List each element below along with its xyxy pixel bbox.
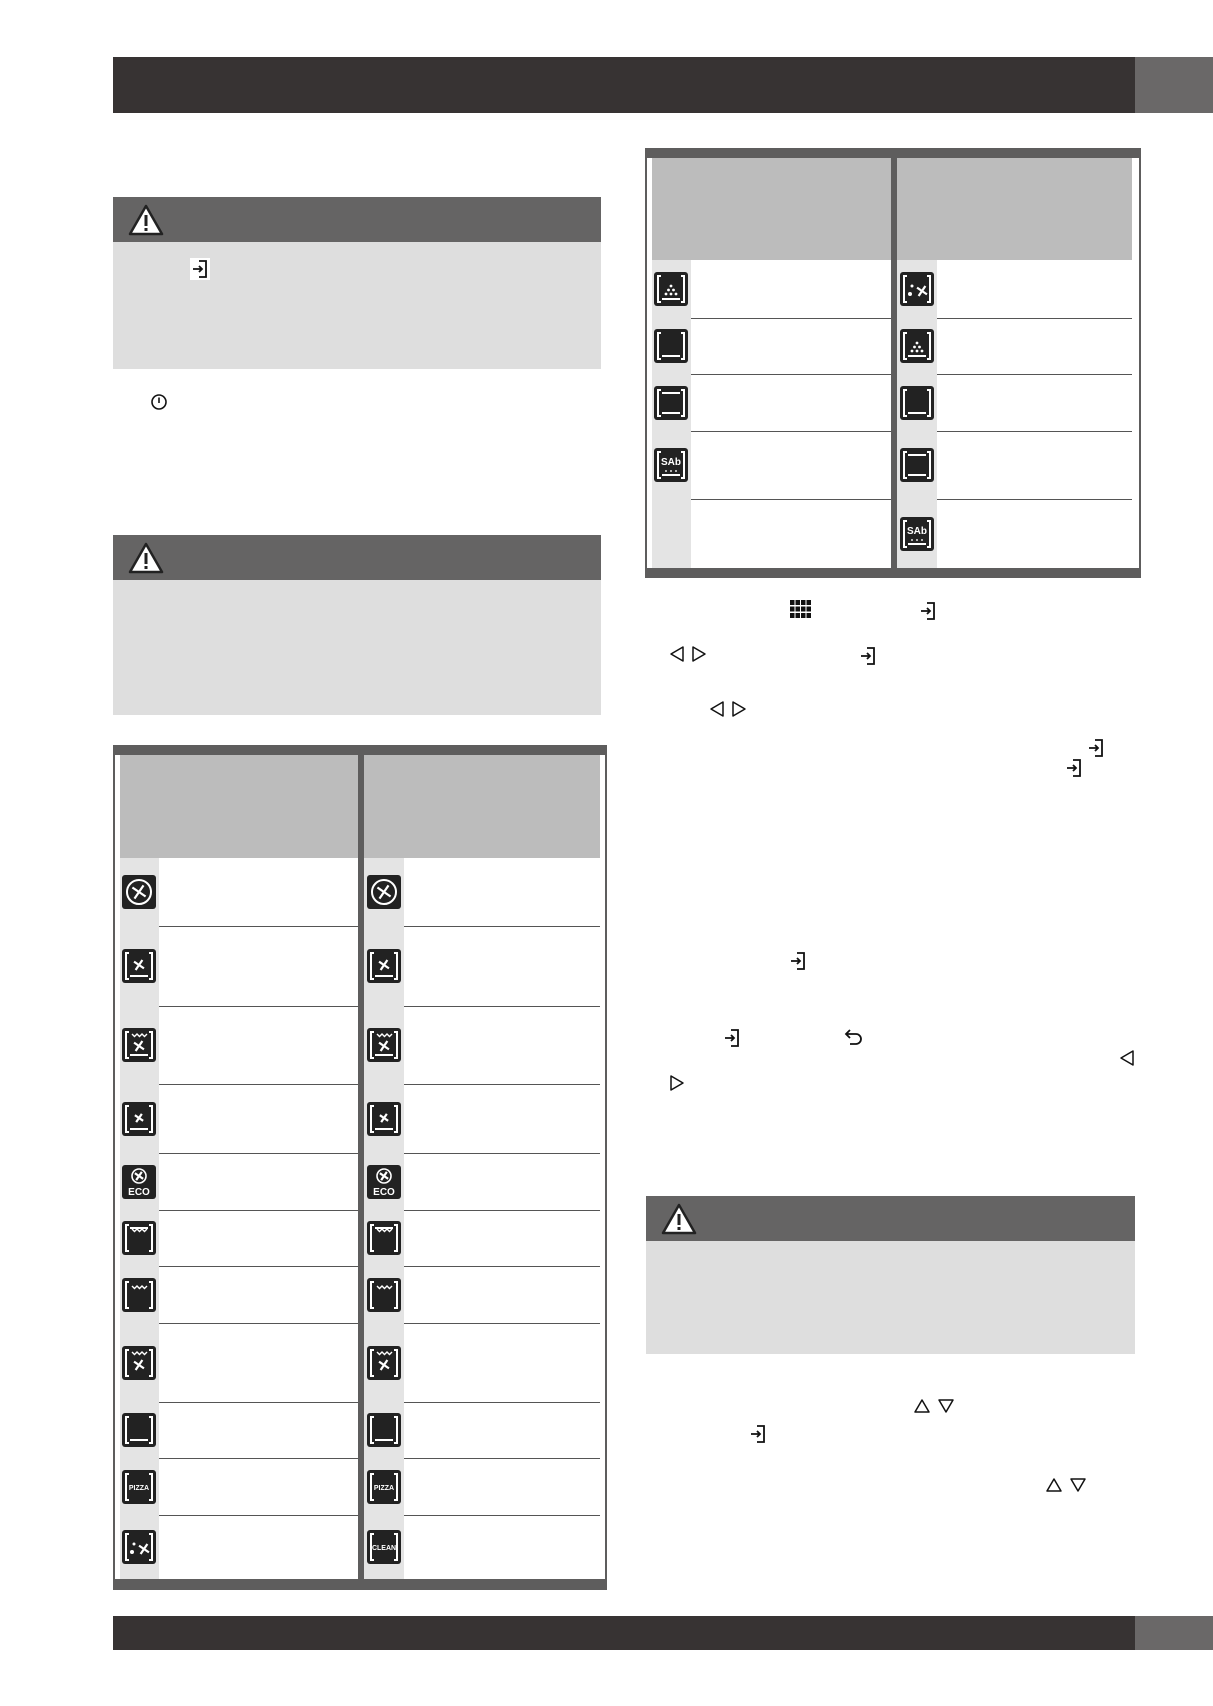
grill-fan-icon [367, 1346, 401, 1380]
pizza-icon [122, 1470, 156, 1504]
oven-functions-table-right [645, 148, 1141, 578]
fan-bottom-heat-icon [367, 949, 401, 983]
svg-text:ECO: ECO [373, 1186, 395, 1198]
clean-icon [367, 1530, 401, 1564]
table-row-divider [691, 431, 891, 432]
fan-top-bottom-heat-icon [122, 1028, 156, 1062]
power-icon [150, 393, 168, 411]
table-row-divider [404, 1210, 600, 1211]
table-row-divider [937, 318, 1132, 319]
oven-functions-table-left [113, 745, 607, 1590]
bottom-heat-icon [654, 329, 688, 363]
fan-small-icon [122, 1102, 156, 1136]
table-row-divider [159, 1458, 358, 1459]
footer-tab [1135, 1616, 1213, 1650]
top-bottom-heat-icon [654, 386, 688, 420]
table-header-cell [364, 755, 600, 858]
confirm-enter-icon [722, 1027, 742, 1049]
bottom-heat-icon [122, 1413, 156, 1447]
table-row-divider [159, 1153, 358, 1154]
table-row-divider [159, 1515, 358, 1516]
steam-icon [654, 272, 688, 306]
warning-triangle-icon [128, 542, 164, 574]
arrow-right-icon [668, 1074, 686, 1092]
arrow-up-icon [913, 1397, 931, 1415]
warning-box-3 [646, 1196, 1135, 1354]
table-row-divider [404, 926, 600, 927]
table-row-divider [404, 1266, 600, 1267]
warning-header-2 [113, 535, 601, 580]
steam-icon [900, 329, 934, 363]
confirm-enter-icon [1086, 737, 1106, 759]
warning-triangle-icon [661, 1203, 697, 1235]
sabbath-icon [900, 517, 934, 551]
table-row-divider [159, 1323, 358, 1324]
bottom-heat-icon [900, 386, 934, 420]
warning-header-1 [113, 197, 601, 242]
warning-header-3 [646, 1196, 1135, 1241]
header-bar [113, 57, 1135, 113]
arrow-right-icon [730, 700, 748, 718]
grill-icon [122, 1278, 156, 1312]
fan-top-bottom-heat-icon [367, 1028, 401, 1062]
table-row-divider [937, 499, 1132, 500]
top-heat-icon [122, 1221, 156, 1255]
defrost-icon [122, 1530, 156, 1564]
confirm-enter-icon [1064, 757, 1084, 779]
footer-bar [113, 1616, 1135, 1650]
back-icon [842, 1027, 864, 1047]
confirm-enter-icon [190, 258, 210, 280]
table-row-divider [159, 926, 358, 927]
confirm-enter-icon [918, 600, 938, 622]
top-heat-icon [367, 1221, 401, 1255]
table-row-divider [937, 374, 1132, 375]
svg-text:PIZZA: PIZZA [128, 1484, 150, 1492]
fan-circle-icon [122, 875, 156, 909]
top-bottom-heat-icon [900, 448, 934, 482]
fan-bottom-heat-icon [122, 949, 156, 983]
table-row-divider [159, 1210, 358, 1211]
table-row-divider [691, 318, 891, 319]
arrow-down-icon [1069, 1476, 1087, 1494]
warning-triangle-icon [128, 204, 164, 236]
svg-text:PIZZA: PIZZA [373, 1484, 395, 1492]
arrow-left-icon [1118, 1049, 1136, 1067]
table-row-divider [159, 1266, 358, 1267]
table-row-divider [404, 1006, 600, 1007]
pizza-icon [367, 1470, 401, 1504]
arrow-up-icon [1045, 1476, 1063, 1494]
table-header-cell [652, 158, 891, 260]
table-header-cell [897, 158, 1132, 260]
table-row-divider [159, 1084, 358, 1085]
confirm-enter-icon [858, 645, 878, 667]
table-row-divider [404, 1402, 600, 1403]
confirm-enter-icon [748, 1423, 768, 1445]
defrost-icon [900, 272, 934, 306]
table-row-divider [404, 1458, 600, 1459]
warning-box-2 [113, 535, 601, 715]
table-row-divider [404, 1323, 600, 1324]
svg-text:ECO: ECO [128, 1186, 150, 1198]
svg-text:SAb: SAb [661, 457, 681, 468]
warning-box-1 [113, 197, 601, 369]
grill-fan-icon [122, 1346, 156, 1380]
menu-grid-icon [790, 600, 812, 620]
sabbath-icon [654, 448, 688, 482]
table-row-divider [404, 1153, 600, 1154]
arrow-left-icon [668, 645, 686, 663]
table-row-divider [691, 499, 891, 500]
table-row-divider [404, 1515, 600, 1516]
table-header-cell [120, 755, 359, 858]
header-tab [1135, 57, 1213, 113]
table-row-divider [691, 374, 891, 375]
fan-circle-icon [367, 875, 401, 909]
table-row-divider [159, 1402, 358, 1403]
arrow-down-icon [937, 1397, 955, 1415]
table-row-divider [937, 431, 1132, 432]
table-row-divider [404, 1084, 600, 1085]
svg-text:SAb: SAb [907, 525, 927, 537]
arrow-left-icon [708, 700, 726, 718]
table-row-divider [159, 1006, 358, 1007]
eco-fan-icon [122, 1165, 156, 1199]
svg-text:CLEAN: CLEAN [371, 1545, 397, 1552]
eco-fan-icon [367, 1165, 401, 1199]
fan-small-icon [367, 1102, 401, 1136]
bottom-heat-icon [367, 1413, 401, 1447]
grill-icon [367, 1278, 401, 1312]
confirm-enter-icon [788, 950, 808, 972]
arrow-right-icon [690, 645, 708, 663]
